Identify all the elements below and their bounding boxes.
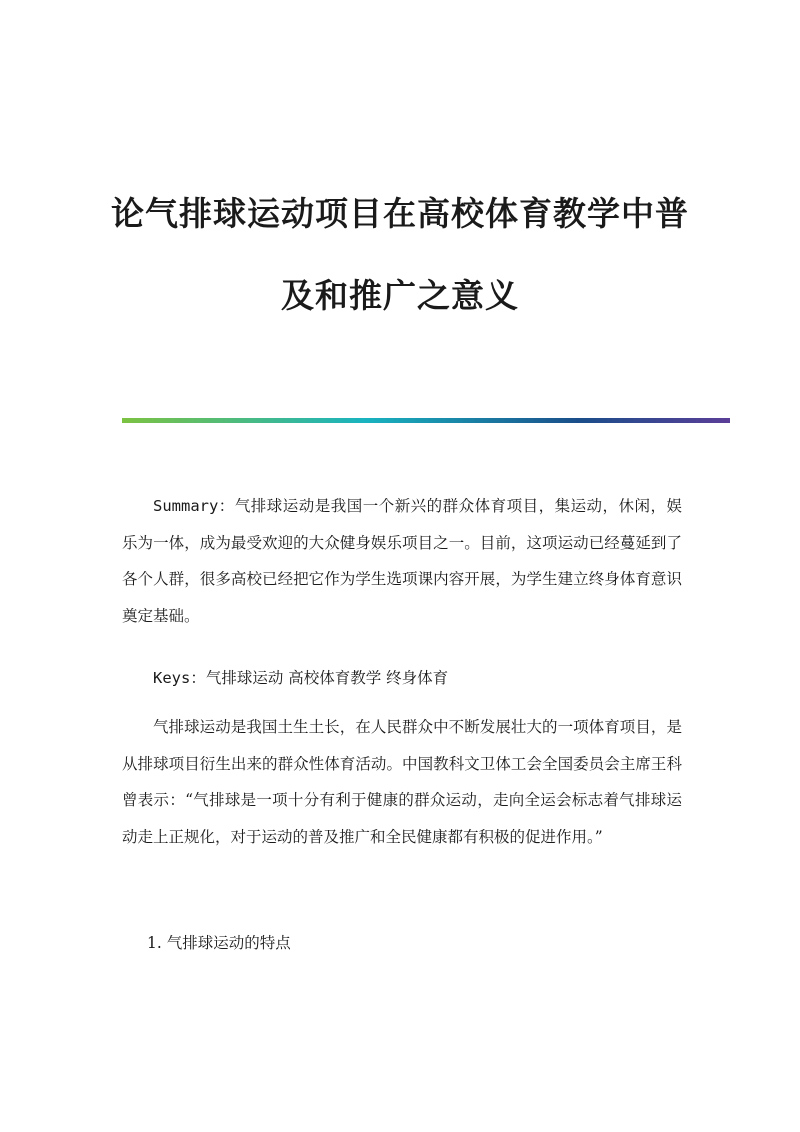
keywords-text: 气排球运动 高校体育教学 终身体育 [205,669,449,687]
body-paragraph: 气排球运动是我国土生土长，在人民群众中不断发展壮大的一项体育项目，是从排球项目衍生出来的群众性体育活动。中国教科文卫体工会全国委员会主席王科曾表示：“气排球是一项十分有利于健康的群众运动，走向全运会标志着气排球运动走上正规化，对于运动的普及推广和全民健康都有积极的促进作用。” [122,718,682,846]
summary-label: Summary： [153,497,235,515]
title-divider [122,418,730,423]
document-title-line-2: 及和推广之意义 [281,276,519,315]
keywords-label: Keys： [153,669,206,687]
summary-paragraph [122,488,682,634]
document-title-line-1: 论气排球运动项目在高校体育教学中普 [111,194,689,233]
keywords-paragraph [122,660,682,697]
summary-text: 气排球运动是我国一个新兴的群众体育项目，集运动，休闲，娱乐为一体，成为最受欢迎的大众健身娱乐项目之一。目前，这项运动已经蔓延到了各个人群，很多高校已经把它作为学生选项课内容开展，为学生建立终身体育意识奠定基础。 [122,497,682,625]
section-heading: 1. 气排球运动的特点 [147,934,291,952]
